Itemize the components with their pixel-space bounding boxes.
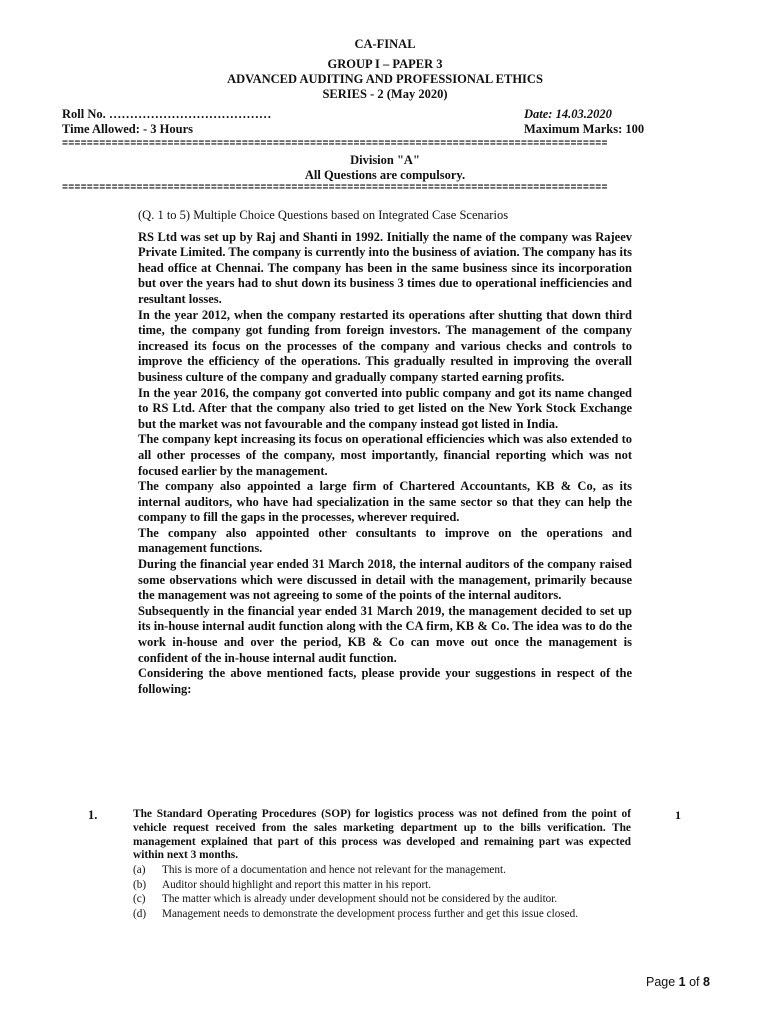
- case-scenario: [138, 208, 632, 697]
- option-c: [133, 893, 631, 907]
- roll-no: Roll No. …………………………………: [62, 107, 272, 121]
- case-paragraph: In the year 2016, the company got converted into public company and got its name changed to RS Ltd. After that the company also tried to get listed on the New York Stock Exchange but the market was not favourable and the company instead got listed in India.: [138, 385, 632, 431]
- option-b: [133, 879, 631, 893]
- series-title: SERIES - 2 (May 2020): [322, 87, 448, 101]
- case-paragraph: Subsequently in the financial year ended 31 March 2019, the management decided to set up its in-house internal audit function along with the CA firm, KB & Co. The idea was to do the work in-house and over the period, KB & Co can move out once the management is confident of the in-house internal audit function.: [138, 603, 632, 665]
- option-text: Auditor should highlight and report this matter in his report.: [162, 878, 432, 891]
- page-prefix: Page: [646, 975, 679, 989]
- option-label: (c): [133, 893, 146, 906]
- case-paragraph: During the financial year ended 31 March 2018, the internal auditors of the company raised some observations which were discussed in detail with the management, primarily because the management was not agreeing to some of the points of the internal auditors.: [138, 557, 632, 603]
- exam-date: Date: 14.03.2020: [524, 107, 612, 121]
- question-marks: 1: [675, 808, 681, 822]
- question-number: 1.: [88, 808, 98, 822]
- time-allowed: Time Allowed: - 3 Hours: [62, 122, 194, 136]
- meta-row-2: [62, 122, 666, 137]
- question-text: The Standard Operating Procedures (SOP) for logistics process was not defined from the point of vehicle request received from the sales marketing department up to the bills verification. The management explained that part of this process was developed and remaining part was expected within next 3 months.: [133, 808, 631, 862]
- division-title: Division "A": [350, 153, 420, 167]
- page-of: of: [685, 975, 703, 989]
- case-paragraph: The company also appointed other consultants to improve on the operations and management functions.: [138, 525, 632, 556]
- option-text: This is more of a documentation and hence not relevant for the management.: [162, 864, 506, 877]
- option-label: (d): [133, 907, 147, 920]
- page-number: [646, 975, 710, 989]
- option-text: The matter which is already under development should not be considered by the auditor.: [162, 893, 558, 906]
- option-label: (a): [133, 864, 146, 877]
- separator-bottom: ========================================================================================: [62, 184, 608, 194]
- option-a: [133, 864, 631, 878]
- division-block: [0, 153, 770, 183]
- case-paragraph: In the year 2012, when the company restarted its operations after shutting that down third time, the company got funding from foreign investors. The management of the company increased its focus on the processes of the company and various checks and controls to improve the efficiency of the operations. This gradually resulted in improving the overall business culture of the company and gradually company started earning profits.: [138, 307, 632, 384]
- page-total: 8: [703, 975, 710, 989]
- group-paper: GROUP I – PAPER 3: [327, 57, 443, 71]
- meta-row-1: [62, 107, 666, 122]
- case-paragraph: The company also appointed a large firm of Chartered Accountants, KB & Co, as its internal auditors, who have had specialization in the same sector so that they can help the company to fill the gaps in the processes, wherever required.: [138, 479, 632, 525]
- option-list: [133, 864, 631, 921]
- page-current: 1: [678, 975, 686, 989]
- division-note: All Questions are compulsory.: [304, 168, 466, 182]
- option-text: Management needs to demonstrate the development process further and get this issue closed.: [162, 907, 578, 920]
- case-paragraph: RS Ltd was set up by Raj and Shanti in 1992. Initially the name of the company was Rajeev Private Limited. The company is currently into the business of aviation. The company has its head office at Chennai. The company has been in the same business since its incorporation but over the years had to shut down its business 3 times due to operational inefficiencies and resultant losses.: [138, 229, 632, 306]
- case-paragraph: The company kept increasing its focus on operational efficiencies which was also extended to all other processes of the company, most importantly, financial reporting which was not focused earlier by the management.: [138, 432, 632, 478]
- option-label: (b): [133, 878, 147, 891]
- case-paragraph: Considering the above mentioned facts, please provide your suggestions in respect of the following:: [138, 666, 632, 696]
- separator-top: ========================================================================================: [62, 140, 608, 150]
- exam-header: [0, 37, 770, 102]
- case-title: (Q. 1 to 5) Multiple Choice Questions based on Integrated Case Scenarios: [138, 208, 509, 222]
- question-body: [133, 808, 631, 922]
- exam-name: CA-FINAL: [354, 37, 416, 51]
- subject-title: ADVANCED AUDITING AND PROFESSIONAL ETHICS: [227, 72, 543, 86]
- option-d: [133, 908, 631, 922]
- max-marks: Maximum Marks: 100: [524, 122, 645, 136]
